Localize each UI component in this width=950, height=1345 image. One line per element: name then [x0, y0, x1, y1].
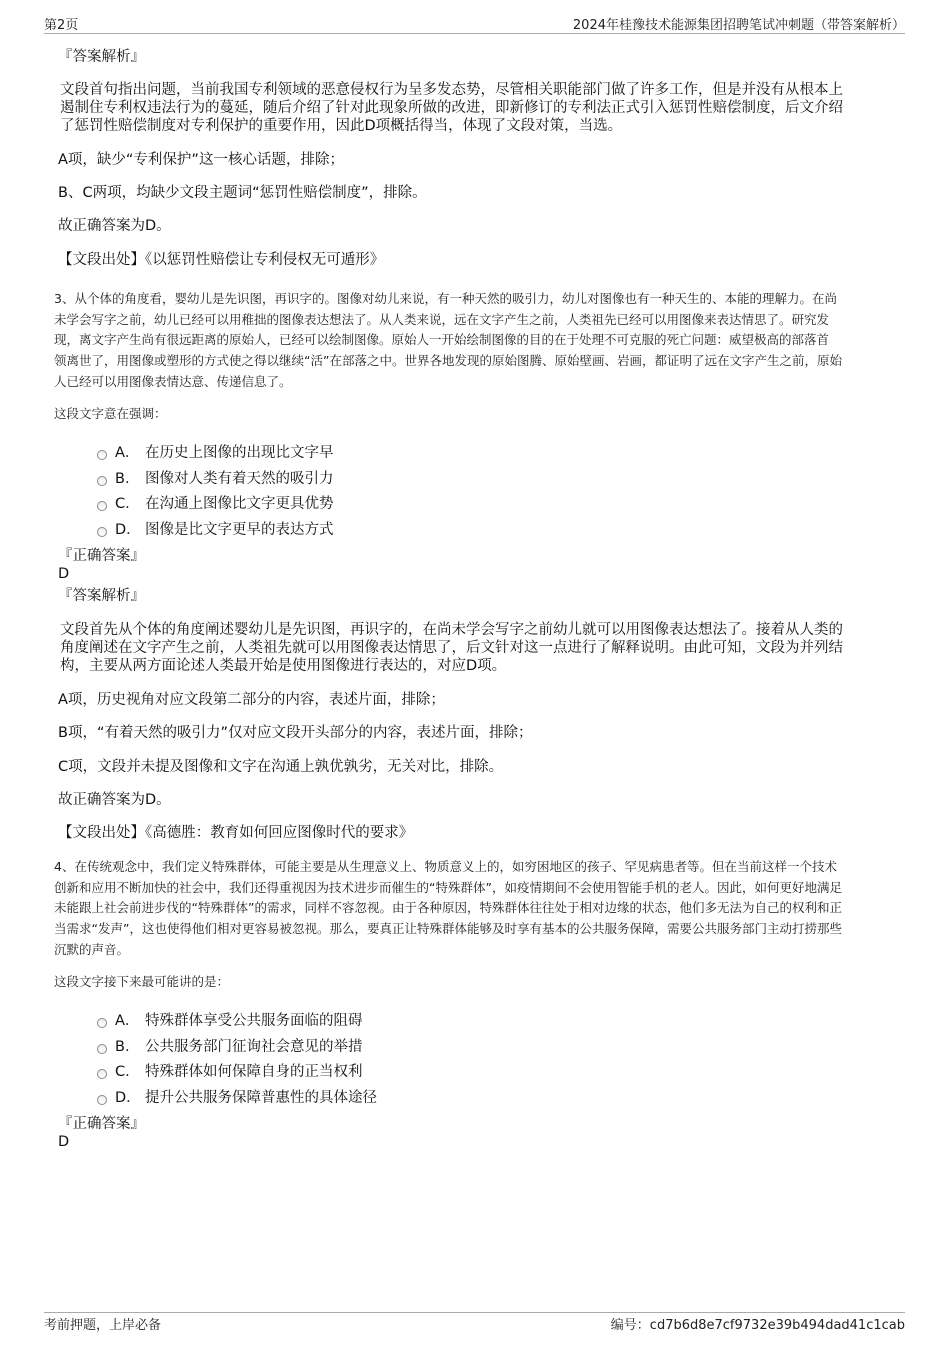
footer-divider — [44, 1312, 905, 1313]
answer-value: D — [58, 566, 70, 582]
text-line: 构，主要从两方面论述人类最开始是使用图像进行表达的，对应D项。 — [60, 658, 507, 674]
radio-icon[interactable] — [97, 501, 107, 511]
option-b-note: B项，“有着天然的吸引力”仅对应文段开头部分的内容，表述片面，排除； — [58, 725, 533, 741]
code-label: 编号： — [610, 1318, 650, 1333]
option-text: 图像是比文字更早的表达方式 — [145, 522, 334, 538]
answer-value: D — [58, 1134, 70, 1150]
option-bc-note: B、C两项，均缺少文段主题词“惩罚性赔偿制度”，排除。 — [58, 185, 427, 201]
text-line: 未能跟上社会前进步伐的“特殊群体”的需求，同样不容忽视。由于各种原因，特殊群体往往处于相对边缘的状态，他们多无法为自己的权利和正 — [54, 900, 842, 916]
option-text: 特殊群体享受公共服务面临的阻碍 — [145, 1013, 363, 1029]
analysis-text — [60, 81, 890, 135]
q3-option-b[interactable] — [97, 467, 334, 488]
page-number: 第2页 — [44, 18, 79, 33]
text-line: 3、从个体的角度看，婴幼儿是先识图，再识字的。图像对幼儿来说，有一种天然的吸引力，幼儿对图像也有一种天生的、本能的理解力。在尚 — [54, 291, 837, 306]
q4-option-b[interactable] — [97, 1035, 363, 1056]
option-letter: A． — [115, 445, 140, 461]
text-line: 文段首先从个体的角度阐述婴幼儿是先识图，再识字的，在尚未学会写字之前幼儿就可以用图像表达想法了。接着从人类的 — [60, 622, 843, 638]
option-letter: D． — [115, 522, 141, 538]
radio-icon[interactable] — [97, 527, 107, 537]
text-line: 现，离文字产生尚有很远距离的原始人，已经可以绘制图像。原始人一开始绘制图像的目的在于处理不可克服的死亡问题：威望极高的部落首 — [54, 332, 830, 348]
option-letter: D． — [115, 1090, 141, 1106]
conclusion: 故正确答案为D。 — [58, 218, 171, 234]
q4-option-a[interactable] — [97, 1009, 363, 1030]
option-letter: A． — [115, 1013, 140, 1029]
q3-option-a[interactable] — [97, 441, 334, 462]
question-4-stem — [54, 857, 904, 961]
radio-icon[interactable] — [97, 450, 107, 460]
text-line: 4、在传统观念中，我们定义特殊群体，可能主要是从生理意义上、物质意义上的，如穷困地区的孩子、罕见病患者等。但在当前这样一个技术 — [54, 859, 837, 874]
radio-icon[interactable] — [97, 1044, 107, 1054]
q3-option-c[interactable] — [97, 492, 334, 513]
source: 【文段出处】《以惩罚性赔偿让专利侵权无可遁形》 — [58, 252, 385, 268]
radio-icon[interactable] — [97, 476, 107, 486]
analysis-text — [60, 621, 890, 675]
answer-label: 『正确答案』 — [58, 548, 145, 564]
radio-icon[interactable] — [97, 1018, 107, 1028]
text-line: 创新和应用不断加快的社会中，我们还得重视因为技术进步而催生的“特殊群体”，如疫情期间不会使用智能手机的老人。因此，如何更好地满足 — [54, 879, 842, 895]
footer-slogan: 考前押题，上岸必备 — [44, 1318, 162, 1333]
option-text: 在历史上图像的出现比文字早 — [145, 445, 334, 461]
text-line: 当需求“发声”，这也使得他们相对更容易被忽视。那么，要真正让特殊群体能够及时享有基本的公共服务保障，需要公共服务部门主动打捞那些 — [54, 921, 842, 937]
question-3-stem — [54, 289, 904, 393]
text-line: 人已经可以用图像表情达意、传递信息了。 — [54, 373, 292, 389]
option-c-note: C项，文段并未提及图像和文字在沟通上孰优孰劣，无关对比，排除。 — [58, 759, 504, 775]
answer-label: 『正确答案』 — [58, 1116, 145, 1132]
option-letter: C． — [115, 1064, 140, 1080]
radio-icon[interactable] — [97, 1069, 107, 1079]
source: 【文段出处】《高德胜：教育如何回应图像时代的要求》 — [58, 825, 414, 841]
question-3-prompt: 这段文字意在强调： — [54, 406, 167, 421]
question-4-prompt: 这段文字接下来最可能讲的是： — [54, 974, 230, 989]
option-text: 图像对人类有着天然的吸引力 — [145, 471, 334, 487]
footer-code — [611, 1314, 905, 1333]
text-line: 文段首句指出问题，当前我国专利领域的恶意侵权行为呈多发态势，尽管相关职能部门做了许多工作，但是并没有从根本上 — [60, 82, 843, 98]
text-line: 了惩罚性赔偿制度对专利保护的重要作用，因此D项概括得当，体现了文段对策，当选。 — [60, 118, 623, 134]
option-letter: B． — [115, 471, 140, 487]
text-line: 遏制住专利权违法行为的蔓延，随后介绍了针对此现象所做的改进，即新修订的专利法正式引入惩罚性赔偿制度，后文介绍 — [60, 100, 843, 116]
text-line: 未学会写字之前，幼儿已经可以用稚拙的图像表达想法了。从人类来说，远在文字产生之前，人类祖先已经可以用图像来表达情思了。研究发 — [54, 311, 830, 327]
option-letter: C． — [115, 496, 140, 512]
option-a-note: A项，缺少“专利保护”这一核心话题，排除； — [58, 152, 344, 168]
conclusion: 故正确答案为D。 — [58, 792, 171, 808]
option-text: 特殊群体如何保障自身的正当权利 — [145, 1064, 363, 1080]
radio-icon[interactable] — [97, 1095, 107, 1105]
header-divider — [44, 33, 905, 34]
analysis-label: 『答案解析』 — [58, 49, 145, 65]
text-line: 领离世了，用图像或塑形的方式使之得以继续“活”在部落之中。世界各地发现的原始图腾、原始壁画、岩画，都证明了远在文字产生之前，原始 — [54, 353, 842, 369]
option-text: 在沟通上图像比文字更具优势 — [145, 496, 334, 512]
code-value: cd7b6d8e7cf9732e39b494dad41c1cab — [649, 1318, 905, 1333]
q4-option-d[interactable] — [97, 1086, 377, 1107]
option-text: 提升公共服务保障普惠性的具体途径 — [145, 1090, 377, 1106]
option-a-note: A项，历史视角对应文段第二部分的内容，表述片面，排除； — [58, 692, 445, 708]
option-letter: B． — [115, 1039, 140, 1055]
q3-option-d[interactable] — [97, 518, 334, 539]
analysis-label: 『答案解析』 — [58, 588, 145, 604]
text-line: 角度阐述在文字产生之前，人类祖先就可以用图像表达情思了，后文针对这一点进行了解释说明。由此可知，文段为并列结 — [60, 640, 843, 656]
q4-option-c[interactable] — [97, 1060, 363, 1081]
option-text: 公共服务部门征询社会意见的举措 — [145, 1039, 363, 1055]
text-line: 沉默的声音。 — [54, 941, 130, 957]
document-title: 2024年桂豫技术能源集团招聘笔试冲刺题（带答案解析） — [572, 18, 905, 33]
